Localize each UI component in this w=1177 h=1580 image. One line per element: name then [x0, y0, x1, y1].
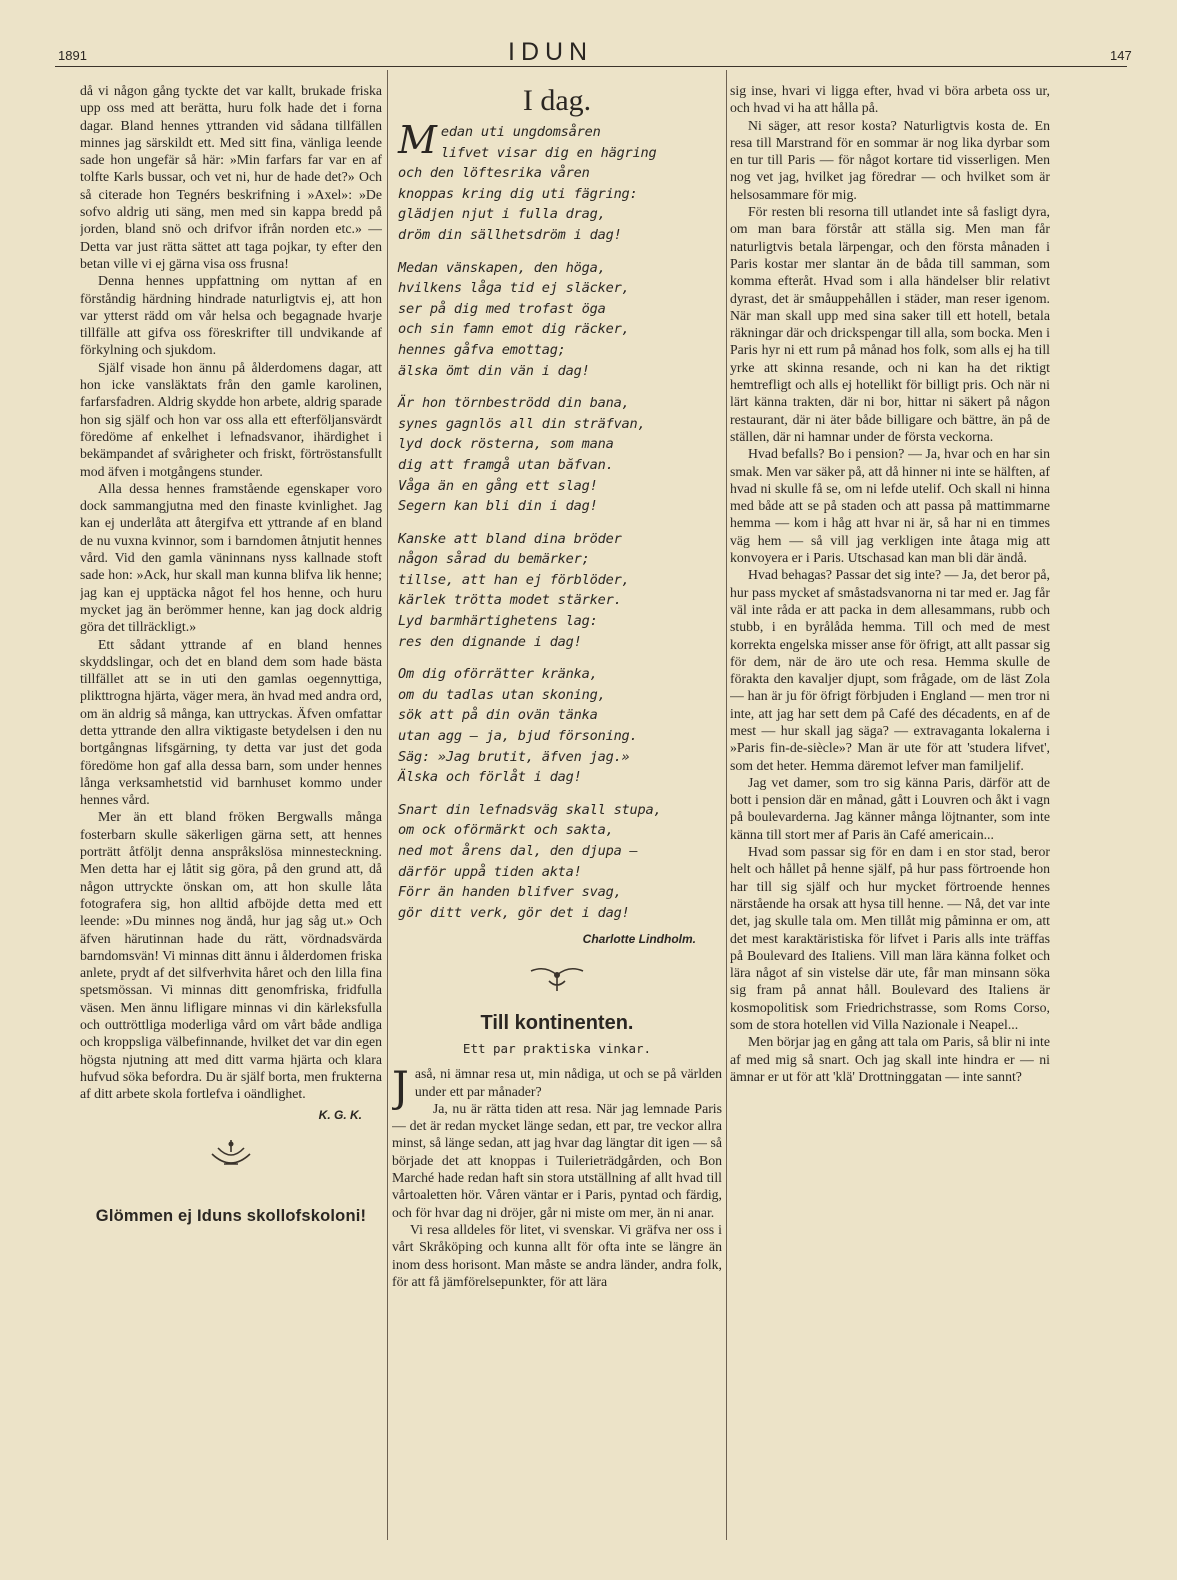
poem-line: Snart din lefnadsväg skall stupa, [398, 801, 662, 818]
paragraph: Alla dessa hennes framstående egenskaper voro dock sammangjutna med den finaste kvinlighet. Jag kan ej underlåta att återgifva ett yttrande af en bland de nu vuxna kvinnor, som i barndomen åtnjutit hennes vård. Vid den gamla väninnans nyss kallnade stoft sade hon: »Ack, hur skall man kunna blifva lik henne; jag kan ej upptäcka något fel hos henne, och huru mycket jag än berömmer henne, kan jag dock aldrig göra det tillräckligt.» [80, 480, 382, 635]
paragraph: då vi någon gång tyckte det var kallt, brukade friska upp oss med att berätta, huru folk hade det i forna dagar. Bland hennes yttranden vid sådana tillfällen minnes jag särskildt ett. Med sitt fina, vänliga leende sade hon ungefär så här: »Min farfars far var en af tolfte Karls bussar, och vet ni, hur de hade det?» Och så citerade hon Tegnérs beskrifning i »Axel»: »De sofvo aldrig uti säng, men med sin kappa bredd på jorden, bland snö och drifvor ifrån norden etc.» — Detta var just rätta sättet att taga pojkar, ty efter den betan ville vi ej gärna visa oss frusna! [80, 83, 382, 271]
poem-stanza [392, 118, 722, 246]
poem-line: om ock oförmärkt och sakta, [398, 822, 614, 839]
poem-stanza [392, 258, 722, 382]
poem-line: knoppas kring dig uti fägring: [398, 185, 638, 202]
poem-line: res den dignande i dag! [398, 633, 582, 650]
poem-line: Våga än en gång ett slag! [398, 477, 598, 494]
column-middle [392, 82, 722, 1522]
poem-line: älska ömt din vän i dag! [398, 362, 590, 379]
poem-line: synes gagnlös all din sträfvan, [398, 415, 646, 432]
poem-line: edan uti ungdomsåren [440, 124, 601, 140]
column-divider-left [387, 70, 388, 1540]
header-year: 1891 [58, 48, 87, 63]
poem-line: Är hon törnbeströdd din bana, [398, 395, 630, 412]
paragraph: Denna hennes uppfattning om nyttan af en förståndig härdning hindrade naturligtvis ej, att hon var ytterst rädd om vår helsa och begagnade hvarje tillfälle att gifva oss föreskrifter till undvikande af förkylning och sjukdom. [80, 273, 382, 358]
paragraph: Hvad behagas? Passar det sig inte? — Ja, det beror på, hur pass mycket af småstadsvanorna ni tar med er. Jag får väl inte råda er att packa in dem allesammans, rubb och stubb, i en byrålåda hemma. Till och med de mest korrekta engelska misser anse för öfrigt, att allt passar sig för dem, när de äro ute och resa. Hemma skulle de förakta den kavaljer djupt, som frågade, om de läst Zola — han är ju för öfrigt förbjuden i England — men tror ni inte, att jag har sett dem på Café des décadents, en af de mest — hur skall jag säga? — extravaganta lokalerna i »Paris fin-de-siècle»? Man är ute för att 'studera lifvet', som det heter. Hemma däremot lefver man familjelif. [730, 567, 1050, 773]
poem-line: utan agg — ja, bjud försoning. [398, 728, 638, 745]
page-number: 147 [1110, 48, 1132, 63]
poem-line: hvilkens låga tid ej släcker, [398, 280, 630, 297]
poem-line: Älska och förlåt i dag! [398, 769, 582, 786]
poem-line: lyd dock rösterna, som mana [398, 436, 614, 453]
poem-line: ned mot årens dal, den djupa — [398, 843, 638, 859]
poem-stanza [392, 800, 722, 924]
paragraph: För resten bli resorna till utlandet inte så fasligt dyra, om man bara förstår att ställa sig. Men man får naturligtvis betala lärpengar, och den första månaden i Paris kostar mer slantar än de båda till samman, som komma efteråt. Hvad som i alla händelser blir relativt dyrast, det är småuppehållen i städer, man reser igenom. När man skall upp med sina saker till ett hotell, betala räkningar där och drickspengar till alla, som bocka. Men i Paris hyr ni ett rum på månad hos folk, som alls ej ha till yrke att skinna resande, och ni kan ha det riktigt hemtrefligt och alls ej hotellikt för billigt pris. Och när ni lärt känna trakten, där ni bor, hittar ni säkert på någon restaurant, där ni äter både billigare och bättre, än på de ställen, där ni hamnar under de första veckorna. [730, 204, 1050, 444]
poem-line: Lyd barmhärtighetens lag: [398, 613, 598, 630]
paragraph: Hvad befalls? Bo i pension? — Ja, hvar och en har sin smak. Men var säker på, att då hinner ni inte se hälften, af hvad ni skulle få se, om ni lefde utelif. Och skall ni hinna med både att se på staden och att passa på mattimmarne hemma — kom i håg att hvar ni är, så har ni en timmes väg hem — så vill jag verkligen inte åtaga mig att konvoyera er i Paris. Utschasad kan man bli där ändå. [730, 446, 1050, 566]
poem-line: lifvet visar dig en hägring [440, 144, 657, 161]
article-drop-cap: J [392, 1062, 409, 1112]
poem-line: tillse, att han ej förblöder, [398, 571, 630, 588]
poem-stanza [392, 664, 722, 788]
paragraph: Ja, nu är rätta tiden att resa. När jag lemnade Paris — det är redan mycket länge sedan, ett par, tre veckor allra minst, så länge sedan, att jag hvar dag längtar dit igen — så började det att knoppas i Tuilerieträdgården, och Bon Marché hade redan haft sin stora utställning af allt hvad till vårtoaletten hör. Våren väntar er i Paris, pyntad och färdig, och för hvar dag ni dröjer, går ni miste om mer, än ni anar. [392, 1100, 722, 1220]
paragraph [392, 1062, 722, 1112]
paragraph: Vi resa alldeles för litet, vi svenskar. Vi gräfva ner oss i vårt Skråköping och kunna allt för ofta inte se längre än inom dess horisont. Man måste se andra länder, andra folk, för att få jämförelsepunkter, för att lära [392, 1221, 722, 1289]
poem-line: Om dig oförrätter kränka, [398, 666, 598, 683]
article-title: Till kontinenten. [480, 1011, 634, 1034]
poem-line: och sin famn emot dig räcker, [398, 321, 630, 338]
poem-line: Förr än handen blifver svag, [398, 884, 622, 901]
poem-line: Säg: »Jag brutit, äfven jag.» [398, 748, 630, 765]
ornament-icon [80, 1138, 382, 1178]
poem-line: dröm din sällhetsdröm i dag! [398, 226, 622, 243]
paragraph: Jag vet damer, som tro sig känna Paris, därför att de bott i pension där en månad, gått i Louvren och åkt i vagn på boulevarderna. Jag känner många löjtnanter, som inte känna till stort mer af Paris än Café americain... [730, 774, 1050, 842]
poem-line: och den löftesrika våren [398, 165, 590, 182]
poem-line: om du tadlas utan skoning, [398, 686, 606, 703]
poem-stanza [392, 529, 722, 653]
poem-line: hennes gåfva emottag; [398, 341, 566, 358]
column-right [730, 82, 1050, 1522]
paragraph-text: aså, ni ämnar resa ut, min nådiga, ut och se på världen under ett par månader? [414, 1066, 722, 1099]
author-signature: K. G. K. [318, 1107, 362, 1122]
poem-line: därför uppå tiden akta! [398, 863, 582, 880]
poem-line: dig att framgå utan băfvan. [398, 456, 614, 473]
promo-headline: Glömmen ej Iduns skollofskoloni! [95, 1206, 367, 1225]
column-left [80, 82, 382, 1522]
poem-line: någon sårad du bemärker; [398, 551, 590, 568]
poem-drop-cap: M [398, 118, 437, 162]
paragraph: Men börjar jag en gång att tala om Paris, så blir ni inte af med mig så snart. Och jag skall inte hindra er — ni ämnar er ut för att 'klä' Drottninggatan — inte sannt? [730, 1034, 1050, 1084]
article-subtitle: Ett par praktiska vinkar. [462, 1040, 652, 1056]
poem-line: gör ditt verk, gör det i dag! [398, 904, 630, 921]
poem-line: Medan vänskapen, den höga, [398, 259, 606, 276]
poem-line: ser på dig med trofast öga [398, 300, 606, 317]
poem-line: kärlek trötta modet stärker. [398, 592, 622, 609]
poem-author: Charlotte Lindholm. [582, 932, 696, 947]
paragraph: Mer än ett bland fröken Bergwalls många fosterbarn skulle säkerligen gärna sett, att hennes porträtt åtföljt denna anspråkslösa minnesteckning. Men detta har ej låtit sig göra, på den grund att, då någon uttryckte önskan om, att hon skulle låta fotografera sig, hon alltid afböjde detta med ett leende: »Du minnes nog ändå, hur jag såg ut.» Och äfven härutinnan hade du rätt, vördnadsvärda barndomsvän! Vi minnas ditt ännu i ålderdomen friska anlete, prydt af det silfverhvita håret och den lilla fina spetsmössan. Vi minnas ditt genomfriska, fridfulla väsen. Men ännu lifligare minnas vi din kärleksfulla och outtröttliga moderliga vård om vårt både andliga och kroppsliga välbefinnande, hvilket det var din egen högsta njutning att med ditt varma hjärta och klara hufvud söka befordra. Du är själf borta, men frukterna af ditt arbete skola fortlefva i oändlighet. [80, 809, 382, 1102]
paragraph: Ett sådant yttrande af en bland hennes skyddslingar, och det en bland dem som hade bästa tillfället att se in uti den gamlas oegennyttiga, plikttrogna hjärta, väger mera, än hvad med andra ord, om än aldrig så många, kan uttryckas. Äfven omfattar detta yttrande den allra viktigaste betydelsen i den nu bortgångnas lifsgärning, ty detta var just det goda föredöme hon gaf alla dessa barn, som under hennes långa verksamhetstid vid barnhuset kommo under hennes vård. [80, 636, 382, 808]
masthead-title: IDUN [508, 38, 594, 66]
poem-line: sök att på din ovän tänka [398, 707, 598, 724]
poem-stanza [392, 393, 722, 517]
paragraph: Ni säger, att resor kosta? Naturligtvis kosta de. En resa till Marstrand för en sommar är nog lika dyrbar som en tur till Paris — för något kortare tid visserligen. Men nog vet jag, hvilket jag föredrar — och hvilket som är helsosammare för mig. [730, 117, 1050, 202]
paragraph: Själf visade hon ännu på ålderdomens dagar, att hon icke vansläktats från den gamle karolinen, farfarsfadren. Aldrig skydde hon arbete, aldrig sparade hon sig själf och hon var oss alla ett efterföljansvärdt föredöme af enkelhet i lefnadsvanor, ihärdighet i bekämpandet af svårigheter och friskt, förtröstansfullt mod äfven i motgångens stunder. [80, 359, 382, 479]
poem-line: Kanske att bland dina bröder [398, 530, 622, 547]
poem-line: glädjen njut i fulla drag, [398, 206, 606, 223]
poem-line: Segern kan bli din i dag! [398, 498, 598, 515]
column-divider-right [726, 70, 727, 1540]
poem-title: I dag. [522, 84, 592, 117]
paragraph: Hvad som passar sig för en dam i en stor stad, beror helt och hållet på henne själf, på hur pass förtroende hon har till sig själf och hur mycket förtroende hennes närstående ha orsak att hysa till henne. — Nå, det var inte det, jag skulle tala om. Men tillåt mig påminna er om, att det mest karaktäristiska för lifvet i Paris alls inte träffas på Boulevard des Italiens. Vill man lära känna folket och lära något af sin vistelse där ute, får man minsann söka sig fram på annat håll. Boulevard des Italiens är kosmopolitisk som Friedrichstrasse, som Roms Corso, som de stora hotellen vid Villa Nazionale i Neapel... [730, 844, 1050, 1033]
paragraph: sig inse, hvari vi ligga efter, hvad vi böra arbeta oss ur, och hvad vi ha att hålla på. [730, 83, 1050, 116]
ornament-icon [392, 963, 722, 999]
header-rule [55, 66, 1127, 67]
